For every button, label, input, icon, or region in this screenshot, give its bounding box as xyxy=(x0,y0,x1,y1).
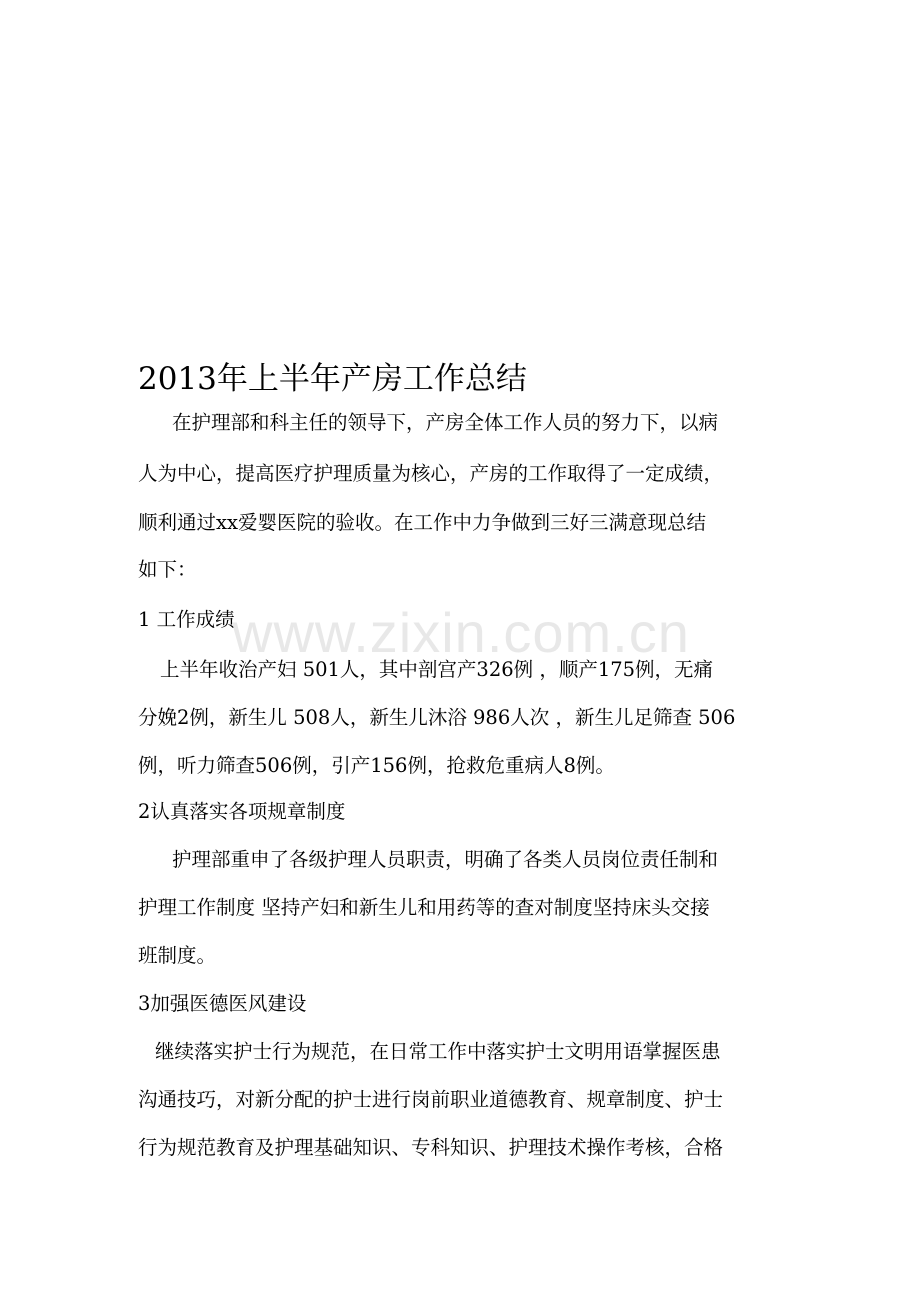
paragraph-line: 顺利通过xx爱婴医院的验收。在工作中力争做到三好三满意现总结 xyxy=(138,511,706,534)
paragraph-line: 人为中心，提高医疗护理质量为核心，产房的工作取得了一定成绩， xyxy=(138,462,724,485)
paragraph-line: 沟通技巧，对新分配的护士进行岗前职业道德教育、规章制度、护士 xyxy=(138,1088,724,1111)
paragraph-line: 护理部重申了各级护理人员职责，明确了各类人员岗位责任制和 xyxy=(172,848,719,871)
section-heading: 1 工作成绩 xyxy=(138,608,235,631)
paragraph-line: 护理工作制度 坚持产妇和新生儿和用药等的查对制度坚持床头交接 xyxy=(138,896,710,919)
paragraph-line: 班制度。 xyxy=(138,944,217,967)
paragraph-line: 上半年收治产妇 501人，其中剖宫产326例 ，顺产175例，无痛 xyxy=(160,658,714,681)
watermark: www.zixin.com.cn xyxy=(232,601,690,664)
paragraph-line: 行为规范教育及护理基础知识、专科知识、护理技术操作考核，合格 xyxy=(138,1136,724,1159)
document-title: 2013年上半年产房工作总结 xyxy=(138,361,527,397)
paragraph-line: 例，听力筛查506例，引产156例，抢救危重病人8例。 xyxy=(138,754,615,777)
paragraph-line: 如下： xyxy=(138,558,197,581)
section-heading: 3加强医德医风建设 xyxy=(138,992,307,1015)
paragraph-line: 分娩2例，新生儿 508人，新生儿沐浴 986人次 ，新生儿足筛查 506 xyxy=(138,706,736,729)
section-heading: 2认真落实各项规章制度 xyxy=(138,800,346,823)
paragraph-line: 在护理部和科主任的领导下，产房全体工作人员的努力下，以病 xyxy=(172,411,719,434)
paragraph-line: 继续落实护士行为规范，在日常工作中落实护士文明用语掌握医患 xyxy=(155,1040,721,1063)
